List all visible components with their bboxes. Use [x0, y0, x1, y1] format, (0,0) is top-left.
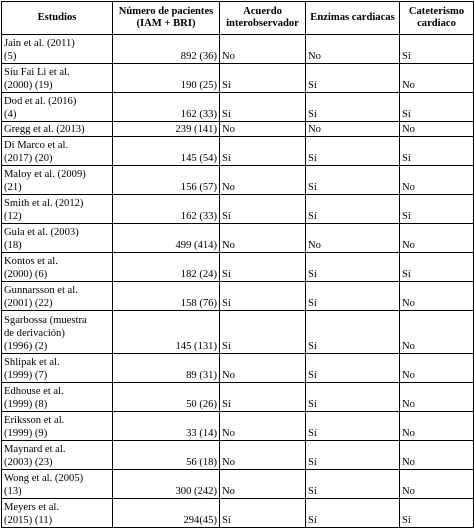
enzimas-cell: Sí — [306, 499, 400, 528]
acuerdo-cell: Sí — [220, 383, 306, 412]
enzimas-cell: Sí — [306, 93, 400, 122]
study-cell — [2, 137, 113, 166]
study-line: Gula et al. (2003) — [4, 227, 79, 238]
study-line: (4) — [4, 109, 17, 120]
study-line: (1999) (9) — [4, 428, 48, 439]
header-acuerdo-interobservador: Acuerdo interobservador — [220, 2, 306, 35]
cateterismo-cell: No — [400, 441, 474, 470]
acuerdo-cell: No — [220, 35, 306, 64]
table-row — [2, 253, 474, 282]
table-row — [2, 282, 474, 311]
cateterismo-cell: Sí — [400, 137, 474, 166]
study-line: Jain et al. (2011) — [4, 38, 75, 49]
study-line: Smith et al. (2012) — [4, 198, 84, 209]
study-cell — [2, 383, 113, 412]
enzimas-cell: No — [306, 224, 400, 253]
table-row — [2, 137, 474, 166]
acuerdo-cell: No — [220, 412, 306, 441]
patients-cell: 158 (76) — [113, 282, 220, 311]
study-cell — [2, 311, 113, 354]
enzimas-cell: Sí — [306, 64, 400, 93]
header-cateterismo-cardiaco: Cateterismo cardiaco — [400, 2, 474, 35]
acuerdo-cell: No — [220, 441, 306, 470]
table-row — [2, 64, 474, 93]
table-row — [2, 224, 474, 253]
enzimas-cell: Sí — [306, 354, 400, 383]
cateterismo-cell: No — [400, 282, 474, 311]
study-line: (21) — [4, 182, 22, 193]
study-line: (2000) (6) — [4, 269, 48, 280]
table-row — [2, 122, 474, 137]
table-row — [2, 35, 474, 64]
acuerdo-cell: Sí — [220, 499, 306, 528]
cateterismo-cell: No — [400, 64, 474, 93]
cateterismo-cell: No — [400, 311, 474, 354]
study-cell — [2, 35, 113, 64]
cateterismo-cell: No — [400, 383, 474, 412]
study-line: Di Marco et al. — [4, 140, 69, 151]
patients-cell: 145 (54) — [113, 137, 220, 166]
study-cell — [2, 354, 113, 383]
acuerdo-cell: Sí — [220, 311, 306, 354]
enzimas-cell: Sí — [306, 441, 400, 470]
patients-cell: 190 (25) — [113, 64, 220, 93]
enzimas-cell: No — [306, 35, 400, 64]
enzimas-cell: Sí — [306, 470, 400, 499]
patients-cell: 182 (24) — [113, 253, 220, 282]
header-numero-pacientes: Número de pacientes (IAM + BRI) — [113, 2, 220, 35]
enzimas-cell: Sí — [306, 137, 400, 166]
acuerdo-cell: No — [220, 470, 306, 499]
study-line: Gregg et al. (2013) — [4, 124, 85, 135]
enzimas-cell: Sí — [306, 412, 400, 441]
study-line: (13) — [4, 486, 22, 497]
study-cell — [2, 122, 113, 137]
cateterismo-cell: No — [400, 470, 474, 499]
patients-cell: 145 (131) — [113, 311, 220, 354]
study-line: Maloy et al. (2009) — [4, 169, 86, 180]
study-line: Gunnarsson et al. — [4, 285, 78, 296]
table-row — [2, 311, 474, 354]
table-row — [2, 412, 474, 441]
table-row — [2, 499, 474, 528]
enzimas-cell: Sí — [306, 195, 400, 224]
header-row — [2, 2, 474, 35]
cateterismo-cell: No — [400, 166, 474, 195]
study-line: (18) — [4, 240, 22, 251]
studies-table-container — [1, 1, 474, 528]
study-cell — [2, 93, 113, 122]
acuerdo-cell: No — [220, 224, 306, 253]
cateterismo-cell: Sí — [400, 93, 474, 122]
acuerdo-cell: Sí — [220, 195, 306, 224]
patients-cell: 162 (33) — [113, 93, 220, 122]
acuerdo-cell: No — [220, 354, 306, 383]
patients-cell: 499 (414) — [113, 224, 220, 253]
studies-table — [1, 1, 474, 528]
study-line: (1996) (2) — [4, 341, 48, 352]
patients-cell: 892 (36) — [113, 35, 220, 64]
patients-cell: 89 (31) — [113, 354, 220, 383]
study-line: Wong et al. (2005) — [4, 473, 84, 484]
patients-cell: 300 (242) — [113, 470, 220, 499]
study-line: Meyers et al. — [4, 502, 60, 513]
table-body — [2, 35, 474, 528]
study-cell — [2, 499, 113, 528]
study-line: Siu Fai Li et al. — [4, 67, 70, 78]
study-line: (2017) (20) — [4, 153, 53, 164]
study-cell — [2, 166, 113, 195]
study-line: Dod et al. (2016) — [4, 96, 77, 107]
table-row — [2, 383, 474, 412]
study-line: (12) — [4, 211, 22, 222]
enzimas-cell: Sí — [306, 166, 400, 195]
study-line: Eriksson et al. — [4, 415, 65, 426]
patients-cell: 156 (57) — [113, 166, 220, 195]
study-line: (2015) (11) — [4, 515, 53, 526]
study-cell — [2, 441, 113, 470]
patients-cell: 33 (14) — [113, 412, 220, 441]
acuerdo-cell: Sí — [220, 64, 306, 93]
table-row — [2, 93, 474, 122]
enzimas-cell: No — [306, 122, 400, 137]
study-line: (2000) (19) — [4, 80, 53, 91]
patients-cell: 56 (18) — [113, 441, 220, 470]
study-line: Shlipak et al. — [4, 357, 60, 368]
enzimas-cell: Sí — [306, 311, 400, 354]
cateterismo-cell: No — [400, 412, 474, 441]
cateterismo-cell: No — [400, 122, 474, 137]
study-line: de derivación) — [4, 328, 65, 339]
acuerdo-cell: No — [220, 122, 306, 137]
cateterismo-cell: Sí — [400, 253, 474, 282]
header-estudios: Estudios — [2, 2, 113, 35]
cateterismo-cell: Sí — [400, 499, 474, 528]
acuerdo-cell: Sí — [220, 253, 306, 282]
table-row — [2, 441, 474, 470]
study-cell — [2, 253, 113, 282]
acuerdo-cell: Sí — [220, 137, 306, 166]
table-row — [2, 354, 474, 383]
enzimas-cell: Sí — [306, 253, 400, 282]
cateterismo-cell: No — [400, 224, 474, 253]
study-line: Sgarbossa (muestra — [4, 315, 87, 326]
study-line: (1999) (8) — [4, 399, 48, 410]
study-cell — [2, 282, 113, 311]
enzimas-cell: Sí — [306, 282, 400, 311]
patients-cell: 50 (26) — [113, 383, 220, 412]
patients-cell: 294(45) — [113, 499, 220, 528]
study-line: Kontos et al. — [4, 256, 58, 267]
study-cell — [2, 195, 113, 224]
acuerdo-cell: No — [220, 166, 306, 195]
cateterismo-cell: No — [400, 354, 474, 383]
cateterismo-cell: Sí — [400, 35, 474, 64]
header-enzimas-cardiacas: Enzimas cardiacas — [306, 2, 400, 35]
patients-cell: 239 (141) — [113, 122, 220, 137]
study-line: Edhouse et al. — [4, 386, 64, 397]
cateterismo-cell: Sí — [400, 195, 474, 224]
patients-cell: 162 (33) — [113, 195, 220, 224]
study-line: (1999) (7) — [4, 370, 48, 381]
study-line: Maynard et al. — [4, 444, 66, 455]
acuerdo-cell: Sí — [220, 93, 306, 122]
table-row — [2, 195, 474, 224]
study-line: (2003) (23) — [4, 457, 53, 468]
acuerdo-cell: Sí — [220, 282, 306, 311]
study-cell — [2, 470, 113, 499]
study-line: (2001) (22) — [4, 298, 53, 309]
study-cell — [2, 64, 113, 93]
enzimas-cell: Sí — [306, 383, 400, 412]
table-row — [2, 470, 474, 499]
study-cell — [2, 224, 113, 253]
study-line: (5) — [4, 51, 17, 62]
table-row — [2, 166, 474, 195]
study-cell — [2, 412, 113, 441]
